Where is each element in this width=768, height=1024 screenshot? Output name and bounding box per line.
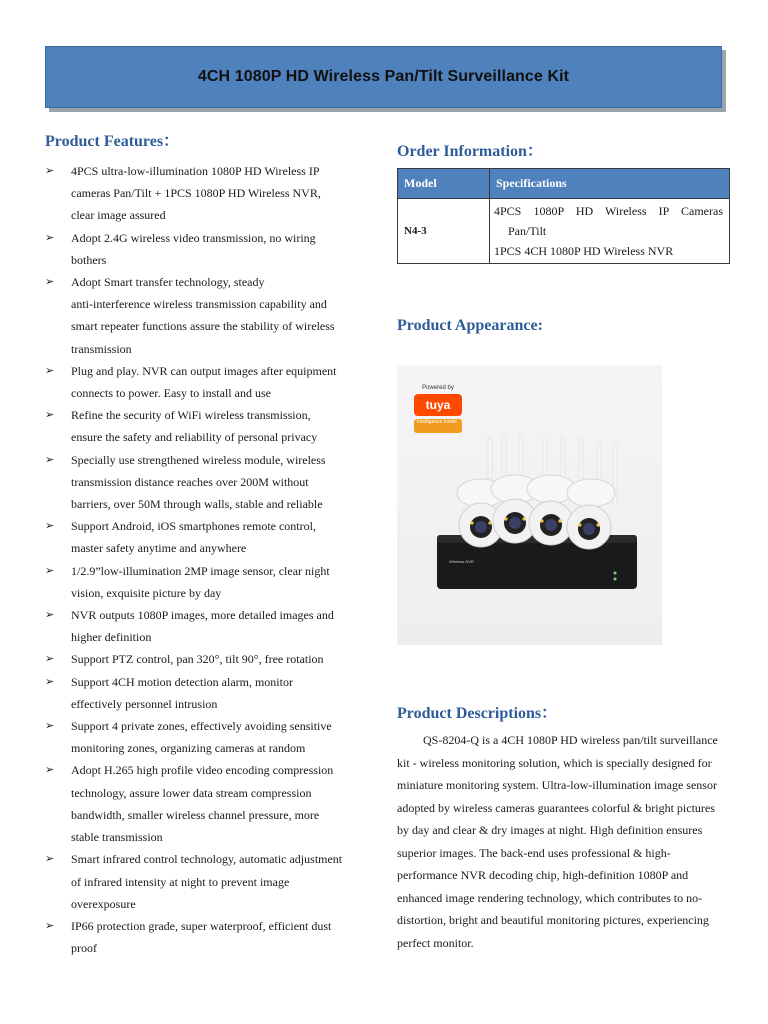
feature-text-line: higher definition — [71, 630, 152, 645]
feature-text-line: Plug and play. NVR can output images after equipment — [71, 363, 337, 378]
feature-text-line: stable transmission — [71, 830, 163, 845]
badge-powered-by: Powered by — [422, 385, 454, 391]
specifications-cell — [490, 199, 730, 264]
feature-text-line: Adopt Smart transfer technology, steady — [71, 275, 265, 290]
feature-item — [45, 604, 375, 648]
arrow-bullet-icon: ➢ — [45, 519, 55, 533]
arrow-bullet-icon: ➢ — [45, 763, 55, 777]
arrow-bullet-icon: ➢ — [45, 852, 55, 866]
feature-item — [45, 671, 375, 715]
order-heading: Order Information： — [397, 143, 543, 160]
nvr-label: Wireless NVR — [449, 559, 474, 564]
feature-text-line: smart repeater functions assure the stability of wireless — [71, 319, 335, 334]
feature-text-line: NVR outputs 1080P images, more detailed images and — [71, 608, 334, 623]
arrow-bullet-icon: ➢ — [45, 164, 55, 177]
arrow-bullet-icon: ➢ — [45, 652, 55, 666]
title-banner — [45, 46, 722, 108]
feature-item — [45, 449, 375, 516]
feature-text-line: ensure the safety and reliability of personal privacy — [71, 430, 318, 445]
column-header-specifications: Specifications — [490, 169, 730, 199]
arrow-bullet-icon: ➢ — [45, 275, 55, 289]
model-cell: N4-3 — [398, 199, 490, 264]
feature-item — [45, 515, 375, 559]
feature-text-line: technology, assure lower data stream compression — [71, 785, 312, 800]
features-list — [45, 160, 375, 959]
tuya-logo: tuya — [414, 394, 462, 416]
feature-item — [45, 915, 375, 959]
feature-text-line: 4PCS ultra-low-illumination 1080P HD Wireless IP — [71, 164, 320, 178]
feature-text-line: Adopt H.265 high profile video encoding compression — [71, 763, 334, 778]
arrow-bullet-icon: ➢ — [45, 563, 55, 577]
feature-text-line: Support 4 private zones, effectively avoiding sensitive — [71, 719, 332, 734]
feature-item — [45, 560, 375, 604]
feature-text-line: Refine the security of WiFi wireless transmission, — [71, 408, 311, 423]
feature-text-line: monitoring zones, organizing cameras at random — [71, 741, 306, 756]
feature-text-line: 1/2.9”low-illumination 2MP image sensor, clear night — [71, 563, 330, 578]
order-table — [397, 168, 730, 264]
feature-item — [45, 227, 375, 271]
feature-text-line: connects to power. Easy to install and use — [71, 386, 271, 401]
features-heading: Product Features： — [45, 133, 180, 150]
column-header-model: Model — [398, 169, 490, 199]
feature-item — [45, 715, 375, 759]
feature-item — [45, 360, 375, 404]
feature-item — [45, 848, 375, 915]
badge-intelligence-inside: Intelligence Inside — [414, 419, 462, 433]
arrow-bullet-icon: ➢ — [45, 719, 55, 733]
feature-text-line: Support Android, iOS smartphones remote control, — [71, 519, 316, 534]
spec-line: Pan/Tilt — [508, 224, 547, 238]
arrow-bullet-icon: ➢ — [45, 918, 55, 932]
arrow-bullet-icon: ➢ — [45, 230, 55, 244]
spec-line: 4PCS 1080P HD Wireless IP Cameras — [494, 204, 723, 218]
arrow-bullet-icon: ➢ — [45, 408, 55, 422]
product-description — [397, 729, 722, 954]
feature-text-line: Support PTZ control, pan 320°, tilt 90°, free rotation — [71, 652, 324, 667]
nvr-led — [614, 578, 617, 581]
descriptions-heading: Product Descriptions： — [397, 705, 558, 722]
feature-text-line: effectively personnel intrusion — [71, 696, 218, 711]
feature-item — [45, 648, 375, 670]
feature-item — [45, 160, 375, 227]
table-header-row — [398, 169, 730, 199]
arrow-bullet-icon: ➢ — [45, 452, 55, 466]
feature-text-line: Smart infrared control technology, automatic adjustment — [71, 852, 343, 867]
tuya-badge — [414, 385, 462, 441]
feature-text-line: overexposure — [71, 896, 136, 911]
arrow-bullet-icon: ➢ — [45, 608, 55, 622]
feature-text-line: bothers — [71, 252, 107, 267]
feature-text-line: Support 4CH motion detection alarm, monitor — [71, 674, 293, 689]
feature-text-line: clear image assured — [71, 208, 166, 223]
feature-text-line: transmission distance reaches over 200M without — [71, 474, 309, 489]
feature-text-line: IP66 protection grade, super waterproof, efficient dust — [71, 918, 332, 933]
feature-item — [45, 759, 375, 848]
feature-text-line: cameras Pan/Tilt + 1PCS 1080P HD Wireless NVR, — [71, 186, 321, 201]
feature-text-line: transmission — [71, 341, 132, 356]
camera — [567, 479, 615, 549]
arrow-bullet-icon: ➢ — [45, 674, 55, 688]
feature-text-line: anti-interference wireless transmission capability and — [71, 297, 327, 312]
feature-text-line: vision, exquisite picture by day — [71, 585, 222, 600]
table-row — [398, 199, 730, 264]
feature-item — [45, 271, 375, 360]
feature-text-line: barriers, over 50M through walls, stable and reliable — [71, 497, 323, 512]
feature-text-line: of infrared intensity at night to prevent image — [71, 874, 290, 889]
nvr-led — [614, 572, 617, 575]
feature-text-line: bandwidth, smaller wireless channel pressure, more — [71, 807, 320, 822]
feature-text-line: master safety anytime and anywhere — [71, 541, 247, 556]
feature-item — [45, 404, 375, 448]
document-title: 4CH 1080P HD Wireless Pan/Tilt Surveillance Kit — [197, 68, 570, 85]
spec-line: 1PCS 4CH 1080P HD Wireless NVR — [494, 244, 674, 258]
product-photo — [397, 365, 662, 645]
arrow-bullet-icon: ➢ — [45, 363, 55, 377]
appearance-heading: Product Appearance: — [397, 317, 543, 334]
feature-text-line: Adopt 2.4G wireless video transmission, no wiring — [71, 230, 316, 245]
description-paragraph: QS-8204-Q is a 4CH 1080P HD wireless pan/tilt surveillance kit - wireless monitoring solution, which is specially designed for miniature monitoring system. Ultra-low-illumination image sensor adopted by wireless cameras guarantees colorful & bright pictures by day and clear & dry images at night. High definition ensures superior images. The back-end uses professional & high-performance NVR decoding chip, high-definition 1080P and enhanced image rendering technology, which contributes to no-distortion, bright and beautiful monitoring pictures, experiencing perfect monitor. — [397, 733, 718, 950]
feature-text-line: Specially use strengthened wireless module, wireless — [71, 452, 326, 467]
feature-text-line: proof — [71, 941, 97, 956]
